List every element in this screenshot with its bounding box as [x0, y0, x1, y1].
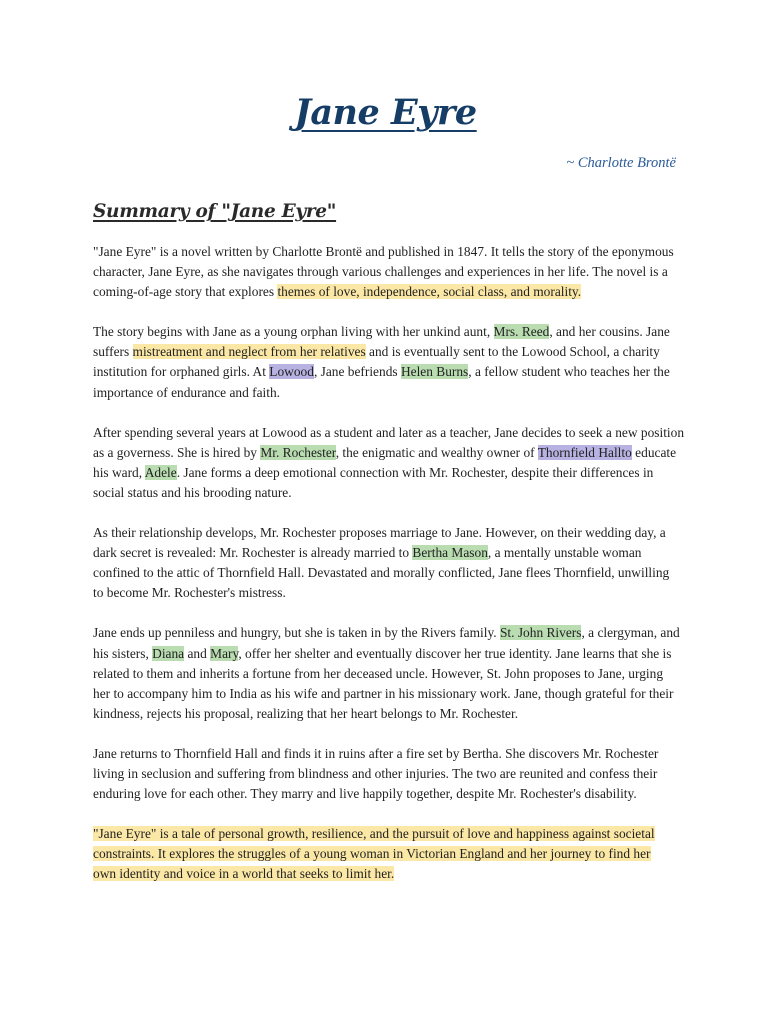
text-line: [93, 824, 678, 844]
highlight-green: Mary: [210, 645, 239, 661]
summary-paragraph: [93, 744, 678, 804]
text-line: [93, 362, 678, 382]
text-run: After spending several years at Lowood as a student and later as a teacher, Jane decides to seek a new position: [93, 424, 685, 440]
highlight-purple: Lowood: [269, 364, 314, 380]
text-run: and: [184, 645, 211, 661]
text-run: , the enigmatic and wealthy owner of: [335, 444, 538, 460]
text-run: kindness, rejects his proposal, realizing that her heart belongs to Mr. Rochester.: [93, 705, 519, 721]
text-line: [93, 262, 678, 282]
highlight-purple: Thornfield Hallto: [537, 444, 632, 460]
text-run: as a governess. She is hired by: [93, 444, 261, 460]
text-line: [93, 764, 678, 784]
text-line: [93, 623, 678, 643]
text-line: [93, 684, 678, 704]
highlight-yellow: themes of love, independence, social class, and morality.: [277, 284, 582, 300]
summary-paragraph: [93, 423, 685, 503]
highlight-yellow: mistreatment and neglect from her relatives: [132, 344, 366, 360]
summary-body: [93, 242, 685, 904]
summary-paragraph: [93, 824, 678, 884]
text-line: [93, 342, 678, 362]
text-run: confined to the attic of Thornfield Hall. Devastated and morally conflicted, Jane flees Thornfield, unwilling: [93, 565, 670, 581]
highlight-green: Bertha Mason: [412, 545, 488, 561]
text-run: "Jane Eyre" is a novel written by Charlotte Brontë and published in 1847. It tells the story of the eponymous: [93, 244, 674, 259]
text-line: [93, 242, 678, 262]
text-run: related to them and inherits a fortune from her deceased uncle. However, St. John proposes to Jane, urging: [93, 665, 664, 681]
text-run: to become Mr. Rochester's mistress.: [93, 585, 286, 601]
highlight-green: St. John Rivers: [499, 625, 582, 641]
section-heading: Summary of "Jane Eyre": [93, 201, 337, 222]
text-run: social status and his brooding nature.: [93, 484, 292, 500]
text-run: her to accompany him to India as his wife and partner in his missionary work. Jane, though grateful for their: [93, 685, 674, 701]
summary-paragraph: [93, 523, 678, 603]
text-run: living in seclusion and suffering from blindness and other injuries. The two are reunited and confess their: [93, 765, 658, 781]
summary-paragraph: [93, 322, 678, 402]
text-line: [93, 543, 678, 563]
text-run: enduring love for each other. They marry and live happily together, despite Mr. Rochester's disability.: [93, 786, 637, 802]
text-run: . Jane forms a deep emotional connection with Mr. Rochester, despite their differences in: [176, 464, 654, 480]
text-run: importance of endurance and faith.: [93, 384, 281, 400]
highlight-green: Adele: [144, 464, 177, 480]
text-line: [93, 583, 678, 603]
text-line: [93, 744, 678, 764]
text-run: The story begins with Jane as a young orphan living with her unkind aunt,: [93, 324, 494, 340]
highlight-yellow: "Jane Eyre" is a tale of personal growth, resilience, and the pursuit of love and happiness against societal: [93, 826, 655, 842]
text-line: [93, 423, 685, 443]
text-line: [93, 844, 678, 864]
highlight-green: Mrs. Reed: [493, 324, 550, 340]
highlight-green: Diana: [152, 645, 185, 661]
highlight-yellow: own identity and voice in a world that seeks to limit her.: [93, 866, 395, 882]
text-run: , and her cousins. Jane: [549, 324, 670, 340]
text-run: his ward,: [93, 464, 145, 480]
text-line: [93, 664, 678, 684]
highlight-yellow: constraints. It explores the struggles of a young woman in Victorian England and her journey to find her: [93, 846, 651, 862]
text-run: As their relationship develops, Mr. Rochester proposes marriage to Jane. However, on their wedding day, a: [93, 525, 666, 541]
text-run: Jane ends up penniless and hungry, but she is taken in by the Rivers family.: [93, 625, 500, 641]
text-line: [93, 443, 678, 463]
text-line: [93, 322, 678, 342]
text-run: , offer her shelter and eventually discover her true identity. Jane learns that she is: [238, 645, 672, 661]
text-run: and is eventually sent to the Lowood School, a charity: [365, 344, 660, 360]
text-run: character, Jane Eyre, as she navigates through various challenges and experiences in her life. The novel is a: [93, 264, 668, 280]
text-line: [93, 523, 678, 543]
text-run: coming-of-age story that explores: [93, 284, 278, 300]
text-line: [93, 704, 678, 724]
text-line: [93, 784, 678, 804]
summary-paragraph: [93, 242, 678, 302]
highlight-green: Mr. Rochester: [260, 444, 336, 460]
highlight-green: Helen Burns: [400, 364, 469, 380]
text-run: , Jane befriends: [313, 364, 401, 380]
text-line: [93, 282, 678, 302]
text-run: educate: [631, 444, 677, 460]
text-line: [93, 644, 678, 664]
text-line: [93, 483, 678, 503]
text-run: , a fellow student who teaches her the: [468, 364, 670, 380]
text-run: institution for orphaned girls. At: [93, 364, 270, 380]
text-run: Jane returns to Thornfield Hall and finds it in ruins after a fire set by Bertha. She discovers Mr. Rochester: [93, 745, 659, 761]
text-line: [93, 563, 678, 583]
text-run: his sisters,: [93, 645, 153, 661]
text-line: [93, 864, 678, 884]
text-line: [93, 463, 678, 483]
author-line: ~ Charlotte Brontë: [566, 155, 676, 171]
text-run: dark secret is revealed: Mr. Rochester is already married to: [93, 545, 413, 561]
document-title: Jane Eyre: [294, 92, 477, 133]
summary-paragraph: [93, 623, 678, 723]
text-run: suffers: [93, 344, 133, 360]
text-line: [93, 383, 678, 403]
text-run: , a mentally unstable woman: [487, 545, 642, 561]
text-run: , a clergyman, and: [581, 625, 680, 641]
